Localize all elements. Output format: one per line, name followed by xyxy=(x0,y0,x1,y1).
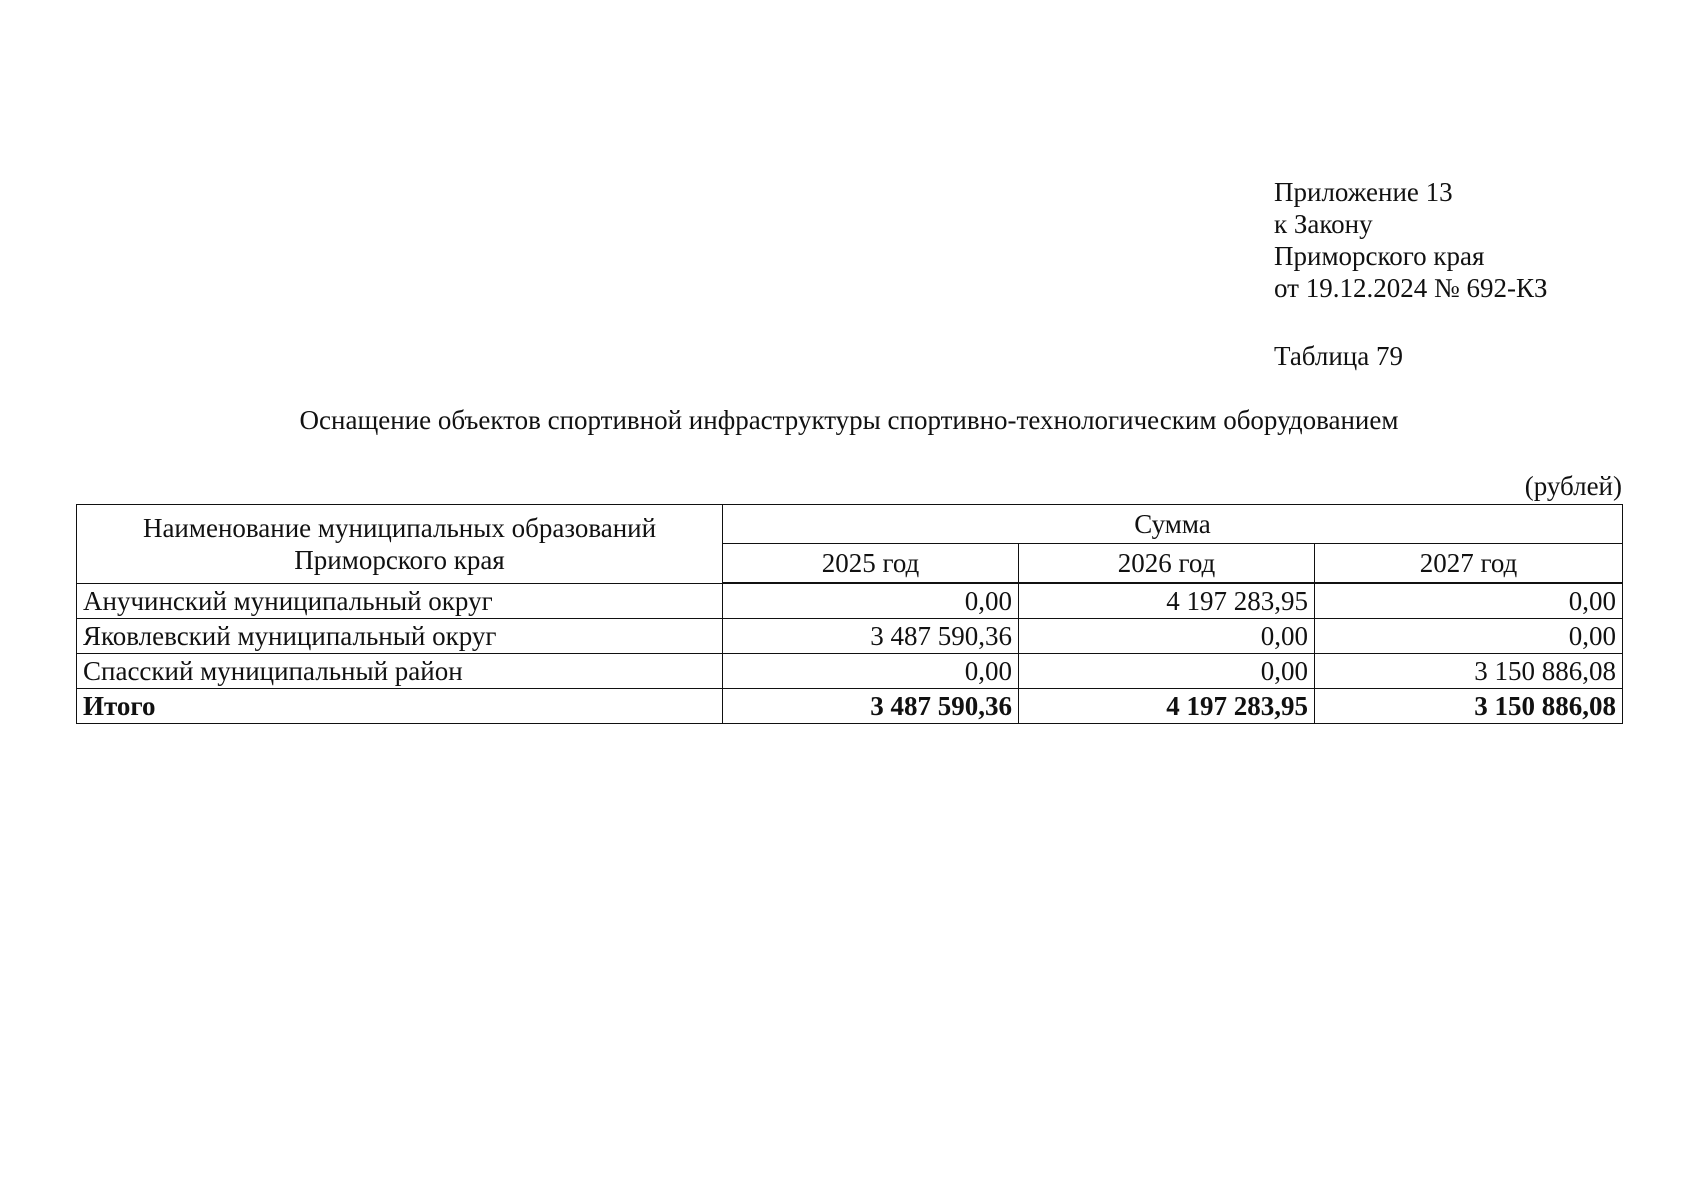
row-value: 4 197 283,95 xyxy=(1019,583,1315,619)
row-value: 3 150 886,08 xyxy=(1315,654,1623,689)
unit-label: (рублей) xyxy=(1524,471,1622,501)
data-table xyxy=(76,504,1623,724)
row-value: 0,00 xyxy=(723,583,1019,619)
appendix-line: Приморского края xyxy=(1274,241,1485,271)
row-name: Анучинский муниципальный округ xyxy=(77,583,723,619)
document-title: Оснащение объектов спортивной инфраструктуры спортивно-технологическим оборудованием xyxy=(299,405,1399,435)
row-name: Яковлевский муниципальный округ xyxy=(77,619,723,654)
row-value: 3 487 590,36 xyxy=(723,619,1019,654)
year-header: 2025 год xyxy=(723,544,1019,584)
appendix-line: Приложение 13 xyxy=(1274,177,1453,207)
name-header-line: Приморского края xyxy=(294,544,505,575)
year-header: 2027 год xyxy=(1315,544,1623,584)
year-header: 2026 год xyxy=(1019,544,1315,584)
header-row-top xyxy=(77,505,1623,544)
appendix-block xyxy=(1274,176,1547,304)
total-value: 3 150 886,08 xyxy=(1315,689,1623,724)
row-value: 0,00 xyxy=(1315,583,1623,619)
appendix-line: к Закону xyxy=(1274,209,1373,239)
row-value: 0,00 xyxy=(1019,654,1315,689)
row-value: 0,00 xyxy=(1019,619,1315,654)
name-header-line: Наименование муниципальных образований xyxy=(142,512,657,543)
table-row xyxy=(77,619,1623,654)
row-name: Спасский муниципальный район xyxy=(77,654,723,689)
row-value: 0,00 xyxy=(1315,619,1623,654)
total-value: 4 197 283,95 xyxy=(1019,689,1315,724)
name-column-header xyxy=(77,505,723,584)
total-row xyxy=(77,689,1623,724)
table-row xyxy=(77,654,1623,689)
table-row xyxy=(77,583,1623,619)
table-number: Таблица 79 xyxy=(1274,341,1403,371)
appendix-line: от 19.12.2024 № 692-КЗ xyxy=(1274,273,1548,303)
total-value: 3 487 590,36 xyxy=(723,689,1019,724)
total-label: Итого xyxy=(77,689,723,724)
sum-column-header: Сумма xyxy=(723,505,1623,544)
row-value: 0,00 xyxy=(723,654,1019,689)
